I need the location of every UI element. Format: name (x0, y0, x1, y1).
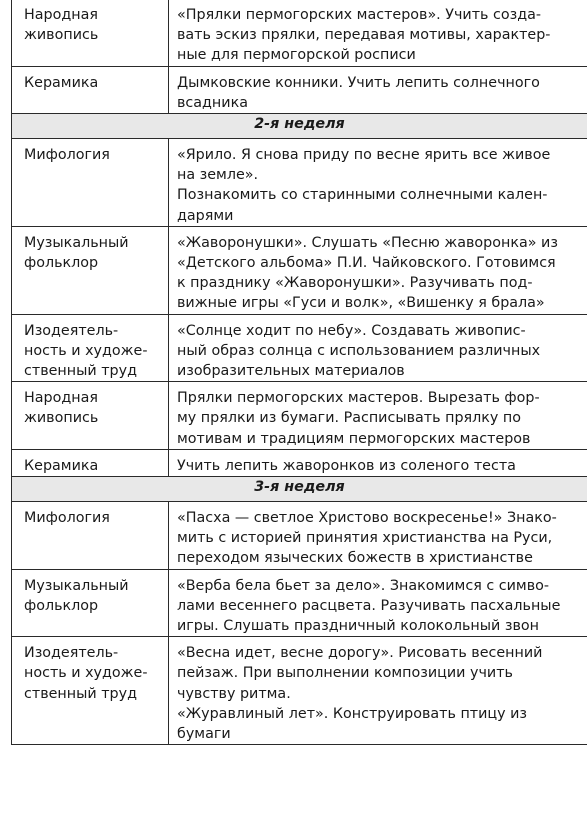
category-line: ность и художе- (24, 342, 148, 359)
description-line: «Пасха — светлое Христово воскресенье!» Знако- (177, 510, 557, 527)
description-cell (169, 502, 587, 570)
description-line: «Весна идет, весне дорогу». Рисовать весенний (177, 645, 543, 662)
description-line: мить с историей принятия христианства на Руси, (177, 530, 553, 547)
table-row (12, 226, 587, 314)
description-line: му прялки из бумаги. Расписывать прялку по (177, 410, 521, 427)
category-line: Изодеятель- (24, 322, 119, 339)
description-line: к празднику «Жаворонушки». Разучивать под- (177, 275, 533, 292)
description-line: мотивам и традициям пермогорских мастеров (177, 430, 531, 447)
description-cell (169, 382, 587, 450)
table-row (12, 569, 587, 637)
category-line: Мифология (24, 510, 110, 527)
lesson-plan-body (12, 0, 587, 745)
week-heading: 3-я неделя (12, 477, 587, 502)
description-line: «Прялки пермогорских мастеров». Учить созда- (177, 7, 542, 23)
description-line: вижные игры «Гуси и волк», «Вишенку я брала» (177, 295, 545, 312)
category-cell (12, 66, 169, 113)
description-line: Дымковские конники. Учить лепить солнечного (177, 74, 540, 91)
table-row (12, 502, 587, 570)
category-line: ственный труд (24, 685, 137, 702)
description-cell (169, 0, 587, 66)
category-cell (12, 637, 169, 745)
description-line: изобразительных материалов (177, 363, 405, 380)
category-line: Изодеятель- (24, 645, 119, 662)
category-cell (12, 226, 169, 314)
category-line: фольклор (24, 255, 99, 272)
category-cell (12, 382, 169, 450)
description-line: Познакомить со старинными солнечными кален- (177, 187, 548, 204)
description-cell (169, 637, 587, 745)
description-line: переходом языческих божеств в христианстве (177, 550, 533, 567)
week-heading: 2-я неделя (12, 114, 587, 139)
description-line: «Солнце ходит по небу». Создавать живопис- (177, 322, 526, 339)
description-cell (169, 226, 587, 314)
description-line: бумаги (177, 726, 231, 743)
description-line: Прялки пермогорских мастеров. Вырезать фор- (177, 390, 540, 407)
description-cell (169, 139, 587, 227)
category-line: живопись (24, 410, 99, 427)
description-line: «Ярило. Я снова приду по весне ярить все живое (177, 147, 551, 164)
category-line: Музыкальный (24, 234, 129, 251)
table-row (12, 637, 587, 745)
description-cell (169, 314, 587, 382)
table-row (12, 66, 587, 113)
description-cell (169, 66, 587, 113)
table-row (12, 449, 587, 476)
category-line: Керамика (24, 74, 99, 91)
description-line: вать эскиз прялки, передавая мотивы, характер- (177, 27, 551, 44)
table-row (12, 382, 587, 450)
category-line: Мифология (24, 147, 110, 164)
category-cell (12, 314, 169, 382)
lesson-plan-table (11, 0, 587, 745)
description-line: «Верба бела бьет за дело». Знакомимся с симво- (177, 577, 550, 594)
description-line: чувству ритма. (177, 685, 291, 702)
description-line: «Жаворонушки». Слушать «Песню жаворонка» из (177, 234, 558, 251)
week-header-row (12, 477, 587, 502)
category-line: ственный труд (24, 363, 137, 380)
description-line: игры. Слушать праздничный колокольный звон (177, 618, 540, 635)
category-cell (12, 569, 169, 637)
table-row (12, 314, 587, 382)
category-line: Керамика (24, 457, 99, 474)
category-line: Народная (24, 7, 98, 23)
description-line: Учить лепить жаворонков из соленого теста (177, 457, 516, 474)
category-cell (12, 502, 169, 570)
description-line: «Журавлиный лет». Конструировать птицу из (177, 705, 528, 722)
description-line: дарями (177, 207, 234, 224)
table-row (12, 139, 587, 227)
description-cell (169, 449, 587, 476)
description-line: «Детского альбома» П.И. Чайковского. Готовимся (177, 255, 556, 272)
description-line: ные для пермогорской росписи (177, 47, 416, 64)
category-cell (12, 0, 169, 66)
description-cell (169, 569, 587, 637)
category-cell (12, 449, 169, 476)
category-line: Народная (24, 390, 98, 407)
table-row (12, 0, 587, 66)
category-line: ность и художе- (24, 665, 148, 682)
description-line: всадника (177, 94, 248, 111)
description-line: на земле». (177, 167, 259, 184)
category-cell (12, 139, 169, 227)
week-header-row (12, 114, 587, 139)
category-line: живопись (24, 27, 99, 44)
description-line: ный образ солнца с использованием различных (177, 342, 541, 359)
category-line: фольклор (24, 597, 99, 614)
description-line: пейзаж. При выполнении композиции учить (177, 665, 513, 682)
category-line: Музыкальный (24, 577, 129, 594)
description-line: лами весеннего расцвета. Разучивать пасхальные (177, 597, 561, 614)
